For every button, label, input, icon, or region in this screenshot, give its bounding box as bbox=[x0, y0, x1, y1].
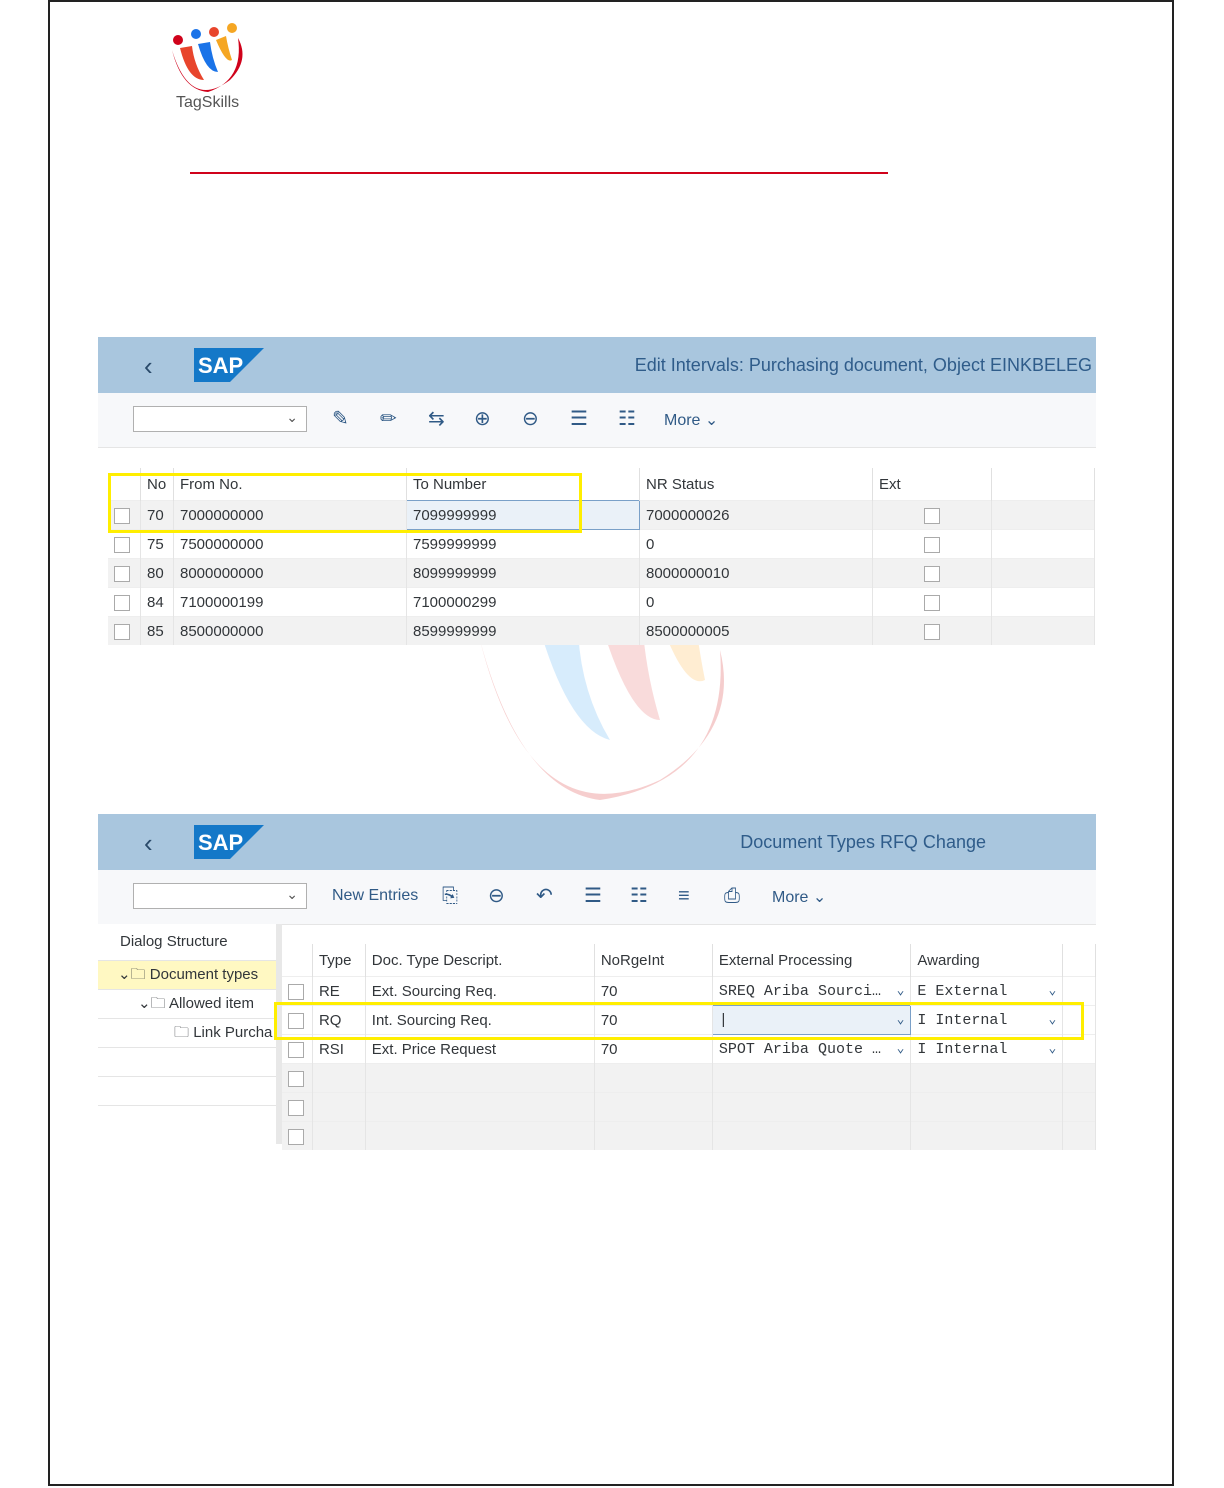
cell-external-processing[interactable]: SREQ Ariba Sourci… ⌄ bbox=[712, 977, 910, 1006]
table-row[interactable] bbox=[282, 1006, 1096, 1035]
svg-text:SAP: SAP bbox=[198, 830, 244, 855]
sap-logo bbox=[194, 348, 264, 382]
chevron-down-icon[interactable]: ⌄ bbox=[896, 982, 905, 998]
ext-checkbox[interactable] bbox=[924, 508, 940, 524]
cell-no: 84 bbox=[141, 588, 174, 617]
select-all-icon[interactable]: ☰ bbox=[570, 408, 588, 430]
row-checkbox[interactable] bbox=[114, 624, 130, 640]
remove-icon[interactable]: ⊖ bbox=[488, 885, 505, 907]
ext-checkbox[interactable] bbox=[924, 624, 940, 640]
cell-external-processing[interactable]: SPOT Ariba Quote … ⌄ bbox=[712, 1035, 910, 1064]
add-icon[interactable]: ⊕ bbox=[474, 408, 491, 430]
cell-no: 75 bbox=[141, 530, 174, 559]
col-external-processing: External Processing bbox=[712, 944, 910, 977]
cell-no: 85 bbox=[141, 617, 174, 646]
col-norgeint: NoRgeInt bbox=[594, 944, 712, 977]
remove-icon[interactable]: ⊖ bbox=[522, 408, 539, 430]
transport-icon[interactable]: ⇆ bbox=[428, 408, 445, 430]
cell-external-processing-editing[interactable] bbox=[712, 1006, 910, 1035]
cell-to[interactable]: 7100000299 bbox=[407, 588, 640, 617]
chevron-down-icon[interactable]: ⌄ bbox=[1048, 1011, 1057, 1027]
cell-no: 70 bbox=[141, 501, 174, 530]
print-icon[interactable]: ⎙ bbox=[724, 885, 740, 907]
cell-awarding[interactable]: I Internal ⌄ bbox=[911, 1035, 1063, 1064]
new-entries-button[interactable]: New Entries bbox=[332, 887, 419, 904]
edit-intervals-screen bbox=[98, 337, 1096, 640]
table-header bbox=[282, 944, 1096, 977]
cell-from[interactable]: 8500000000 bbox=[174, 617, 407, 646]
chevron-down-icon[interactable]: ⌄ bbox=[138, 995, 151, 1012]
pencil-icon[interactable]: ✏ bbox=[380, 408, 397, 430]
chevron-down-icon[interactable]: ⌄ bbox=[118, 966, 131, 983]
table-row[interactable] bbox=[108, 530, 1095, 559]
tree-item-label: Allowed item bbox=[168, 995, 254, 1012]
chevron-down-icon[interactable]: ⌄ bbox=[1048, 982, 1057, 998]
document-types-screen bbox=[98, 814, 1096, 1134]
col-status: NR Status bbox=[640, 468, 873, 501]
col-awarding: Awarding bbox=[911, 944, 1063, 977]
cell-to[interactable]: 8599999999 bbox=[407, 617, 640, 646]
col-from: From No. bbox=[174, 468, 407, 501]
toolbar bbox=[98, 393, 1096, 448]
command-field[interactable] bbox=[133, 406, 307, 432]
document-types-table bbox=[282, 944, 1096, 1150]
col-ext: Ext bbox=[873, 468, 992, 501]
back-icon[interactable]: ‹ bbox=[144, 828, 153, 858]
cell-from[interactable]: 7000000000 bbox=[174, 501, 407, 530]
table-row[interactable] bbox=[108, 501, 1095, 530]
cell-status: 0 bbox=[640, 588, 873, 617]
cell-to-editing[interactable]: 7099999999 bbox=[407, 501, 640, 530]
chevron-down-icon[interactable]: ⌄ bbox=[896, 1040, 905, 1056]
row-checkbox[interactable] bbox=[114, 508, 130, 524]
cell-status: 0 bbox=[640, 530, 873, 559]
cell-norgeint[interactable]: 70 bbox=[594, 977, 712, 1006]
table-header bbox=[108, 468, 1095, 501]
tree-item-label: Document types bbox=[149, 966, 259, 983]
col-to: To Number bbox=[407, 468, 640, 501]
tree-item-document-types[interactable] bbox=[98, 961, 276, 990]
cell-from[interactable]: 7100000199 bbox=[174, 588, 407, 617]
cell-from[interactable]: 7500000000 bbox=[174, 530, 407, 559]
table-row-empty[interactable] bbox=[282, 1064, 1096, 1093]
sap-logo bbox=[194, 825, 264, 859]
cell-awarding[interactable]: I Internal ⌄ bbox=[911, 1006, 1063, 1035]
cell-norgeint[interactable]: 70 bbox=[594, 1006, 712, 1035]
cell-norgeint[interactable]: 70 bbox=[594, 1035, 712, 1064]
dialog-structure bbox=[98, 924, 282, 1144]
divider bbox=[190, 172, 888, 174]
undo-icon[interactable]: ↶ bbox=[536, 885, 553, 907]
row-checkbox[interactable] bbox=[288, 1042, 304, 1058]
more-button[interactable]: More ⌄ bbox=[664, 412, 719, 429]
cell-desc[interactable]: Ext. Sourcing Req. bbox=[365, 977, 594, 1006]
cell-status: 8500000005 bbox=[640, 617, 873, 646]
intervals-table bbox=[108, 468, 1095, 645]
deselect-icon[interactable]: ≡ bbox=[678, 885, 690, 907]
back-icon[interactable]: ‹ bbox=[144, 351, 153, 381]
row-checkbox[interactable] bbox=[288, 1100, 304, 1116]
deselect-icon[interactable]: ☷ bbox=[618, 408, 636, 430]
logo-text: TagSkills bbox=[176, 94, 240, 111]
row-checkbox[interactable] bbox=[114, 595, 130, 611]
chevron-down-icon[interactable]: ⌄ bbox=[1048, 1040, 1057, 1056]
shell-bar bbox=[98, 814, 1096, 870]
table-row-empty[interactable] bbox=[282, 1093, 1096, 1122]
cell-awarding[interactable]: E External ⌄ bbox=[911, 977, 1063, 1006]
dialog-heading: Dialog Structure bbox=[98, 924, 276, 961]
cell-status: 7000000026 bbox=[640, 501, 873, 530]
cell-type: RE bbox=[312, 977, 365, 1006]
cell-from[interactable]: 8000000000 bbox=[174, 559, 407, 588]
col-desc: Doc. Type Descript. bbox=[365, 944, 594, 977]
table-row[interactable] bbox=[108, 588, 1095, 617]
cell-no: 80 bbox=[141, 559, 174, 588]
cell-to[interactable]: 8099999999 bbox=[407, 559, 640, 588]
copy-icon[interactable]: ⎘ bbox=[442, 885, 458, 907]
row-checkbox[interactable] bbox=[114, 537, 130, 553]
tree-item-label: Link Purcha bbox=[193, 1024, 273, 1041]
folder-open-icon: 🗀 bbox=[130, 966, 146, 983]
cell-desc[interactable]: Int. Sourcing Req. bbox=[365, 1006, 594, 1035]
select-block-icon[interactable]: ☷ bbox=[630, 885, 648, 907]
table-row[interactable] bbox=[108, 617, 1095, 646]
folder-icon: 🗀 bbox=[150, 995, 166, 1012]
text-cursor: | bbox=[718, 1011, 728, 1029]
row-checkbox[interactable] bbox=[114, 566, 130, 582]
tree-item-allowed-item[interactable] bbox=[98, 990, 276, 1019]
col-type: Type bbox=[312, 944, 365, 977]
table-row-empty[interactable] bbox=[282, 1122, 1096, 1151]
ext-checkbox[interactable] bbox=[924, 537, 940, 553]
chevron-down-icon[interactable]: ⌄ bbox=[286, 886, 298, 902]
command-field[interactable] bbox=[133, 883, 307, 909]
select-all-icon[interactable]: ☰ bbox=[584, 885, 602, 907]
cell-to[interactable]: 7599999999 bbox=[407, 530, 640, 559]
screen-title: Document Types RFQ Change bbox=[740, 832, 986, 852]
chevron-down-icon[interactable]: ⌄ bbox=[286, 409, 298, 425]
col-no: No bbox=[141, 468, 174, 501]
ext-checkbox[interactable] bbox=[924, 566, 940, 582]
screen-title: Edit Intervals: Purchasing document, Object EINKBELEG bbox=[634, 355, 1092, 375]
row-checkbox[interactable] bbox=[288, 1013, 304, 1029]
table-row[interactable] bbox=[108, 559, 1095, 588]
cell-type: RSI bbox=[312, 1035, 365, 1064]
shell-bar bbox=[98, 337, 1096, 393]
row-checkbox[interactable] bbox=[288, 984, 304, 1000]
toolbar bbox=[98, 870, 1096, 925]
ext-checkbox[interactable] bbox=[924, 595, 940, 611]
table-row[interactable] bbox=[282, 1035, 1096, 1064]
glasses-icon[interactable]: ✎ bbox=[332, 408, 349, 430]
row-checkbox[interactable] bbox=[288, 1129, 304, 1145]
table-row[interactable] bbox=[282, 977, 1096, 1006]
cell-status: 8000000010 bbox=[640, 559, 873, 588]
cell-desc[interactable]: Ext. Price Request bbox=[365, 1035, 594, 1064]
chevron-down-icon[interactable]: ⌄ bbox=[896, 1011, 905, 1027]
cell-type: RQ bbox=[312, 1006, 365, 1035]
more-button[interactable]: More ⌄ bbox=[772, 889, 827, 906]
row-checkbox[interactable] bbox=[288, 1071, 304, 1087]
folder-icon: 🗀 bbox=[174, 1024, 190, 1041]
tree-item-link-purchase[interactable] bbox=[98, 1019, 276, 1048]
svg-text:SAP: SAP bbox=[198, 353, 244, 378]
